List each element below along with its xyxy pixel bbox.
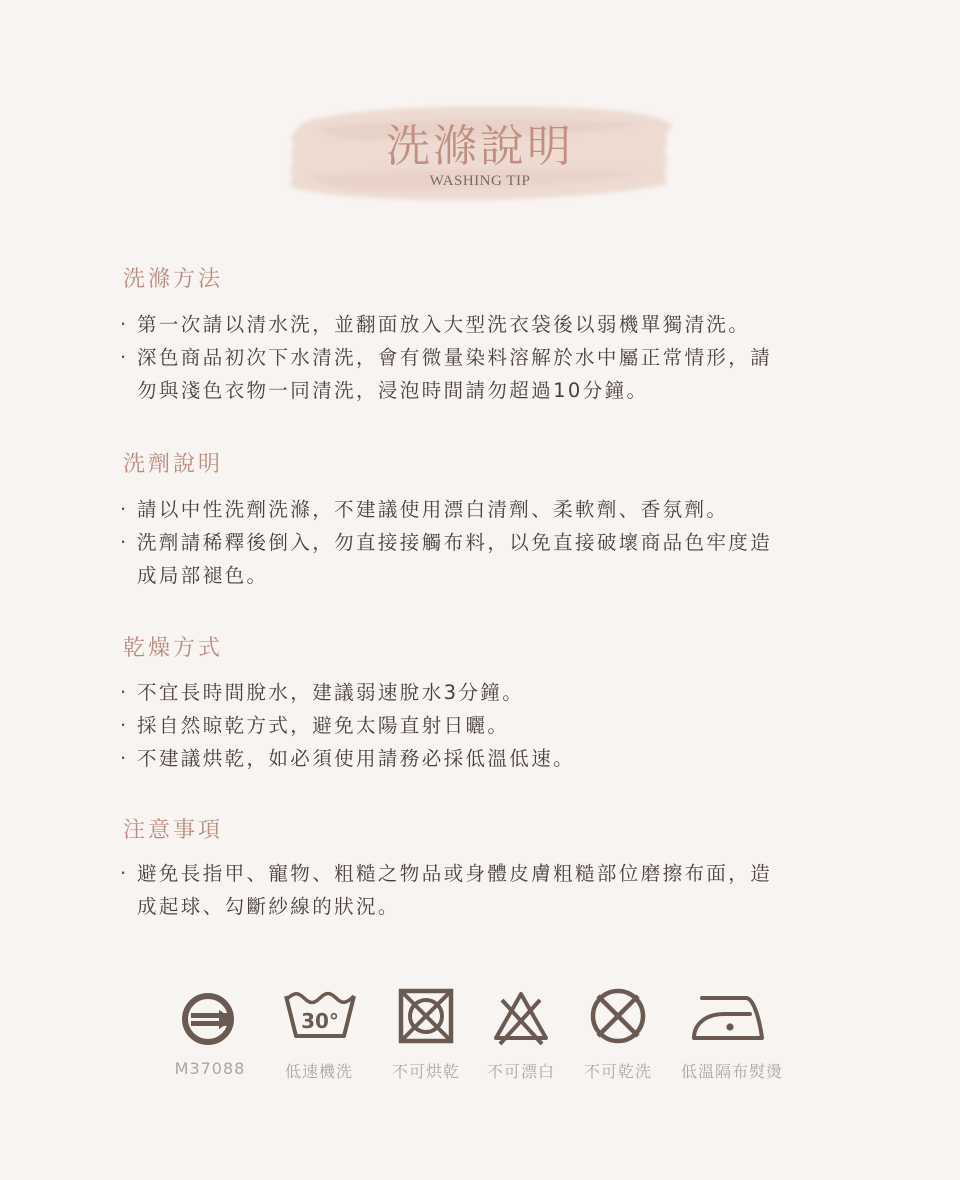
bullet: ‧: [120, 862, 129, 885]
item-line: 避免長指甲、寵物、粗糙之物品或身體皮膚粗糙部位磨擦布面，造: [137, 862, 773, 885]
item-line: 不建議烘乾，如必須使用請務必採低溫低速。: [137, 747, 576, 770]
item-line: 第一次請以清水洗，並翻面放入大型洗衣袋後以弱機單獨清洗。: [137, 313, 751, 336]
section-title: 注意事項: [123, 818, 224, 843]
list-item: [120, 742, 860, 775]
section-washing-method: [120, 265, 860, 407]
list-item: [120, 526, 860, 592]
no-tumble-dry-icon: [398, 986, 454, 1046]
page-title: 洗滌說明: [386, 121, 574, 172]
section-title: 乾燥方式: [123, 636, 224, 661]
page-subtitle: WASHING TIP: [429, 173, 531, 189]
care-label: M37088: [174, 1059, 246, 1078]
list-item: [120, 493, 860, 526]
item-line: 勿與淺色衣物一同清洗，浸泡時間請勿超過10分鐘。: [137, 379, 649, 402]
low-iron-cloth-icon: [690, 986, 766, 1046]
bullet: ‧: [120, 346, 129, 369]
item-line: 洗劑請稀釋後倒入，勿直接接觸布料，以免直接破壞商品色牢度造: [137, 531, 773, 554]
item-line: 採自然晾乾方式，避免太陽直射日曬。: [137, 714, 510, 737]
section-detergent: [120, 450, 860, 592]
care-icons-row: [0, 986, 960, 1086]
care-label: 低速機洗: [284, 1062, 353, 1081]
list-item: [120, 857, 860, 923]
care-label: 不可烘乾: [391, 1062, 460, 1081]
list-item: [120, 676, 860, 709]
section-notes: [120, 816, 860, 923]
bullet: ‧: [120, 313, 129, 336]
bsmi-mark-icon: [179, 986, 241, 1048]
section-title: 洗滌方法: [123, 267, 224, 292]
bullet: ‧: [120, 747, 129, 770]
bullet: ‧: [120, 531, 129, 554]
header: [280, 98, 680, 208]
wash-temp: 30°: [301, 1009, 339, 1033]
list-item: [120, 308, 860, 341]
no-bleach-icon: [492, 986, 550, 1046]
item-line: 不宜長時間脫水，建議弱速脫水3分鐘。: [137, 681, 525, 704]
section-drying: [120, 634, 860, 775]
item-line: 深色商品初次下水清洗，會有微量染料溶解於水中屬正常情形，請: [137, 346, 773, 369]
list-item: [120, 341, 860, 407]
care-label: 低溫隔布熨燙: [680, 1062, 783, 1081]
item-line: 成局部褪色。: [137, 564, 269, 587]
wash-30-tub-icon: [282, 986, 358, 1046]
no-dry-clean-icon: [588, 986, 648, 1046]
bullet: ‧: [120, 498, 129, 521]
item-line: 請以中性洗劑洗滌，不建議使用漂白清劑、柔軟劑、香氛劑。: [137, 498, 729, 521]
care-label: 不可漂白: [486, 1062, 555, 1081]
item-line: 成起球、勾斷紗線的狀況。: [137, 895, 400, 918]
bullet: ‧: [120, 681, 129, 704]
care-label: 不可乾洗: [583, 1062, 652, 1081]
section-title: 洗劑說明: [123, 452, 224, 477]
bullet: ‧: [120, 714, 129, 737]
list-item: [120, 709, 860, 742]
